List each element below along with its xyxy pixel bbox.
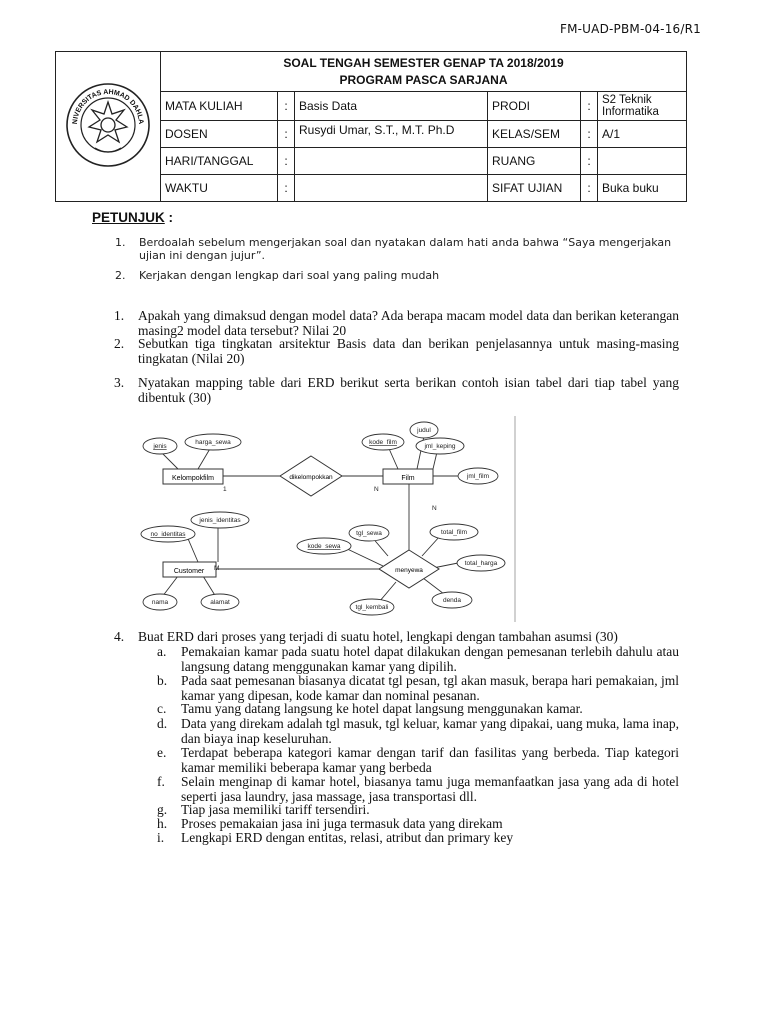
attr-jenis-identitas: jenis_identitas xyxy=(199,517,241,524)
cardinality-one: 1 xyxy=(223,486,227,493)
relation-menyewa: menyewa xyxy=(395,567,423,574)
sub-item-d: d. Data yang direkam adalah tgl masuk, tgl keluar, kamar yang dipakai, uang muka, lama inap, dan biaya inap keseluruhan. xyxy=(157,716,679,746)
sub-item-a: a. Pemakaian kamar pada suatu hotel dapat dilakukan dengan pemesanan terlebih dahulu atau langsung datang menggunakan kamar yang dipilih. xyxy=(157,644,679,674)
label-ruang: RUANG xyxy=(488,148,581,175)
colon: : xyxy=(278,121,295,148)
attr-total-harga: total_harga xyxy=(464,560,498,567)
attr-tgl-sewa: tgl_sewa xyxy=(356,530,382,537)
sub-item-b: b. Pada saat pemesanan biasanya dicatat tgl pesan, tgl akan masuk, berapa hari pemakaian, jml kamar yang dipesan, kode kamar dan nominal pesanan. xyxy=(157,673,679,703)
colon: : xyxy=(278,92,295,121)
attr-alamat: alamat xyxy=(210,599,230,606)
question-3: 3. Nyatakan mapping table dari ERD berikut serta berikan contoh isian tabel dari tiap tabel yang dibentuk (30) xyxy=(114,375,679,405)
cardinality-m: M xyxy=(214,565,220,572)
logo-text: NIVERSITAS AHMAD DAHLA xyxy=(71,88,145,125)
value-prodi: S2 Teknik Informatika xyxy=(598,92,687,121)
instruction-item: 1. Berdoalah sebelum mengerjakan soal dan nyatakan dalam hati anda bahwa “Saya mengerjakan ujian ini dengan jujur”. xyxy=(115,236,672,262)
label-prodi: PRODI xyxy=(488,92,581,121)
attr-nama: nama xyxy=(151,599,169,606)
entity-kelompokfilm: Kelompokfilm xyxy=(171,475,215,482)
relation-dikelompokkan: dikelompokkan xyxy=(289,474,333,481)
attr-jml-keping: jml_keping xyxy=(424,443,456,450)
attr-jenis: jenis xyxy=(153,443,167,450)
value-sifat-ujian: Buka buku xyxy=(598,175,687,202)
question-2: 2. Sebutkan tiga tingkatan arsitektur Basis data dan berikan penjelasannya untuk masing-masing tingkatan (Nilai 20) xyxy=(114,336,679,366)
entity-film: Film xyxy=(401,475,415,482)
sub-item-g: g. Tiap jasa memiliki tariff tersendiri. xyxy=(157,802,370,817)
label-kelas-sem: KELAS/SEM xyxy=(488,121,581,148)
program-title: PROGRAM PASCA SARJANA xyxy=(339,72,508,87)
colon: : xyxy=(581,92,598,121)
label-dosen: DOSEN xyxy=(161,121,278,148)
logo-cell xyxy=(56,52,161,202)
question-1: 1. Apakah yang dimaksud dengan model data? Ada berapa macam model data dan berikan keterangan masing2 model data tersebut? Nilai 20 xyxy=(114,308,679,338)
value-mata-kuliah: Basis Data xyxy=(295,92,488,121)
value-dosen: Rusydi Umar, S.T., M.T. Ph.D xyxy=(295,121,488,148)
question-4: 4. Buat ERD dari proses yang terjadi di suatu hotel, lengkapi dengan tambahan asumsi (30) xyxy=(114,629,618,644)
exam-title: SOAL TENGAH SEMESTER GENAP TA 2018/2019 xyxy=(283,55,564,70)
cardinality-n-film: N xyxy=(432,505,437,512)
value-waktu xyxy=(295,175,488,202)
university-logo xyxy=(65,82,151,168)
sub-item-h: h. Proses pemakaian jasa ini juga termasuk data yang direkam xyxy=(157,816,503,831)
label-waktu: WAKTU xyxy=(161,175,278,202)
colon: : xyxy=(581,121,598,148)
petunjuk-heading: PETUNJUK : xyxy=(92,210,174,225)
colon: : xyxy=(278,175,295,202)
label-sifat-ujian: SIFAT UJIAN xyxy=(488,175,581,202)
sub-item-f: f. Selain menginap di kamar hotel, biasanya tamu juga memanfaatkan jasa yang ada di hotel seperti jasa laundry, jasa massage, jasa transportasi dll. xyxy=(157,774,679,804)
attr-kode-sewa: kode_sewa xyxy=(307,543,341,550)
cardinality-n-dikelompokkan: N xyxy=(374,486,379,493)
instruction-item: 2. Kerjakan dengan lengkap dari soal yang paling mudah xyxy=(115,269,440,282)
colon: : xyxy=(581,175,598,202)
sub-item-e: e. Terdapat beberapa kategori kamar dengan tarif dan fasilitas yang berbeda. Tiap kategori kamar memiliki beberapa kamar yang berbeda xyxy=(157,745,679,775)
label-hari-tanggal: HARI/TANGGAL xyxy=(161,148,278,175)
attr-total-film: total_film xyxy=(440,529,468,536)
attr-harga-sewa: harga_sewa xyxy=(195,439,231,446)
exam-title-cell xyxy=(161,52,687,92)
attr-tgl-kembali: tgl_kembali xyxy=(355,604,389,611)
value-hari-tanggal xyxy=(295,148,488,175)
erd-diagram xyxy=(128,416,520,622)
colon: : xyxy=(278,148,295,175)
form-code: FM-UAD-PBM-04-16/R1 xyxy=(560,22,701,36)
sub-item-i: i. Lengkapi ERD dengan entitas, relasi, atribut dan primary key xyxy=(157,830,514,845)
label-mata-kuliah: MATA KULIAH xyxy=(161,92,278,121)
attr-jml-film: jml_film xyxy=(466,473,490,480)
attr-denda: denda xyxy=(442,597,462,604)
colon: : xyxy=(581,148,598,175)
value-kelas-sem: A/1 xyxy=(598,121,687,148)
attr-no-identitas: no_identitas xyxy=(150,531,186,538)
attr-kode-film: kode_film xyxy=(369,439,397,446)
sub-item-c: c. Tamu yang datang langsung ke hotel dapat langsung menggunakan kamar. xyxy=(157,701,583,716)
attr-judul: judul xyxy=(417,427,431,434)
value-ruang xyxy=(598,148,687,175)
entity-customer: Customer xyxy=(173,568,205,575)
exam-header-table xyxy=(55,51,687,202)
